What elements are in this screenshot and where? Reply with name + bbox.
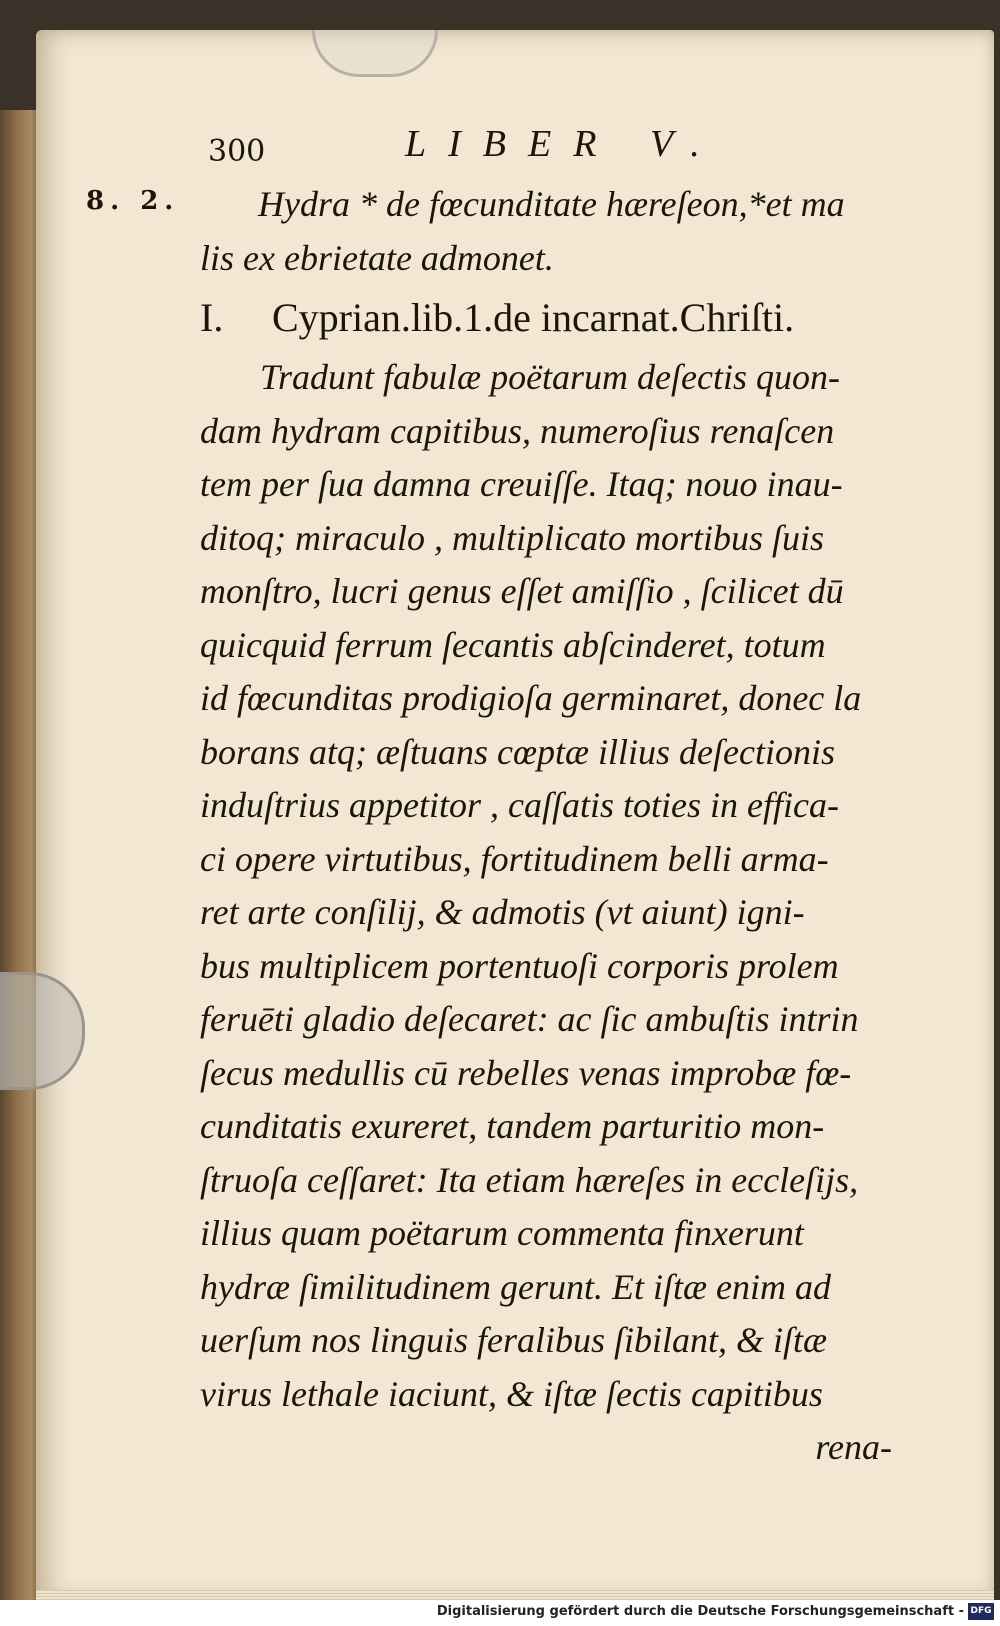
text-line: uerſum nos linguis feralibus ſibilant, & iſtæ (200, 1320, 828, 1360)
text-line: ci opere virtutibus, fortitudinem belli arma- (200, 838, 829, 879)
page-header (0, 118, 1000, 178)
text-line: lis ex ebrietate admonet. (200, 237, 554, 278)
text-line: quicquid ferrum ſecantis abſcinderet, totum (200, 624, 826, 665)
footer-credit-text: Digitalisierung gefördert durch die Deutsche Forschungsgemeinschaft - (436, 1604, 964, 1619)
text-line: cunditatis exureret, tandem parturitio mon- (200, 1106, 825, 1146)
footer-credit (0, 1600, 1000, 1626)
citation-text: Cyprian.lib.1.de incarnat.Chriſti. (272, 295, 795, 340)
text-line: tem per ſua damna creuiſſe. Itaq; nouo inau- (200, 464, 843, 504)
text-line: borans atq; æſtuans cœptæ illius deſectionis (200, 731, 836, 772)
text-line: ditoq; miraculo , multiplicato mortibus ſuis (200, 517, 825, 558)
text-line: Tradunt fabulæ poëtarum deſectis quon- (260, 357, 840, 397)
margin-note: 8. 2. (86, 186, 180, 216)
text-line: Hydra * de fœcunditate hæreſeon,*et ma (258, 184, 845, 224)
text-line: feruēti gladio deſecaret: ac ſic ambuſtis intrin (200, 999, 859, 1039)
citation-line (200, 285, 900, 351)
text-line: induſtrius appetitor , caſſatis toties in effica- (200, 785, 839, 825)
text-line: illius quam poëtarum commenta finxerunt (200, 1213, 804, 1253)
page-bottom-edges (36, 1590, 994, 1600)
text-line: virus lethale iaciunt, & iſtæ ſectis capitibus (200, 1373, 823, 1414)
text-line: ſecus medullis cū rebelles venas improbæ fœ- (200, 1052, 852, 1093)
citation-number: I. (200, 295, 224, 340)
dfg-logo: DFG (968, 1603, 994, 1620)
catchword: rena- (815, 1427, 892, 1467)
text-line: ſtruoſa ceſſaret: Ita etiam hæreſes in eccleſijs, (200, 1159, 859, 1200)
text-line: bus multiplicem portentuoſi corporis prolem (200, 945, 839, 986)
text-line: dam hydram capitibus, numeroſius renaſcen (200, 410, 835, 451)
running-head: LIBER V. (405, 123, 722, 165)
page-number: 300 (208, 134, 266, 169)
text-line: ret arte conſilij, & admotis (vt aiunt) igni- (200, 892, 805, 932)
text-line: id fœcunditas prodigioſa germinaret, donec la (200, 678, 862, 718)
text-line: monſtro, lucri genus eſſet amiſſio , ſcilicet dū (200, 571, 844, 611)
text-line: hydræ ſimilitudinem gerunt. Et iſtæ enim ad (200, 1266, 831, 1307)
body-text (200, 178, 900, 1475)
